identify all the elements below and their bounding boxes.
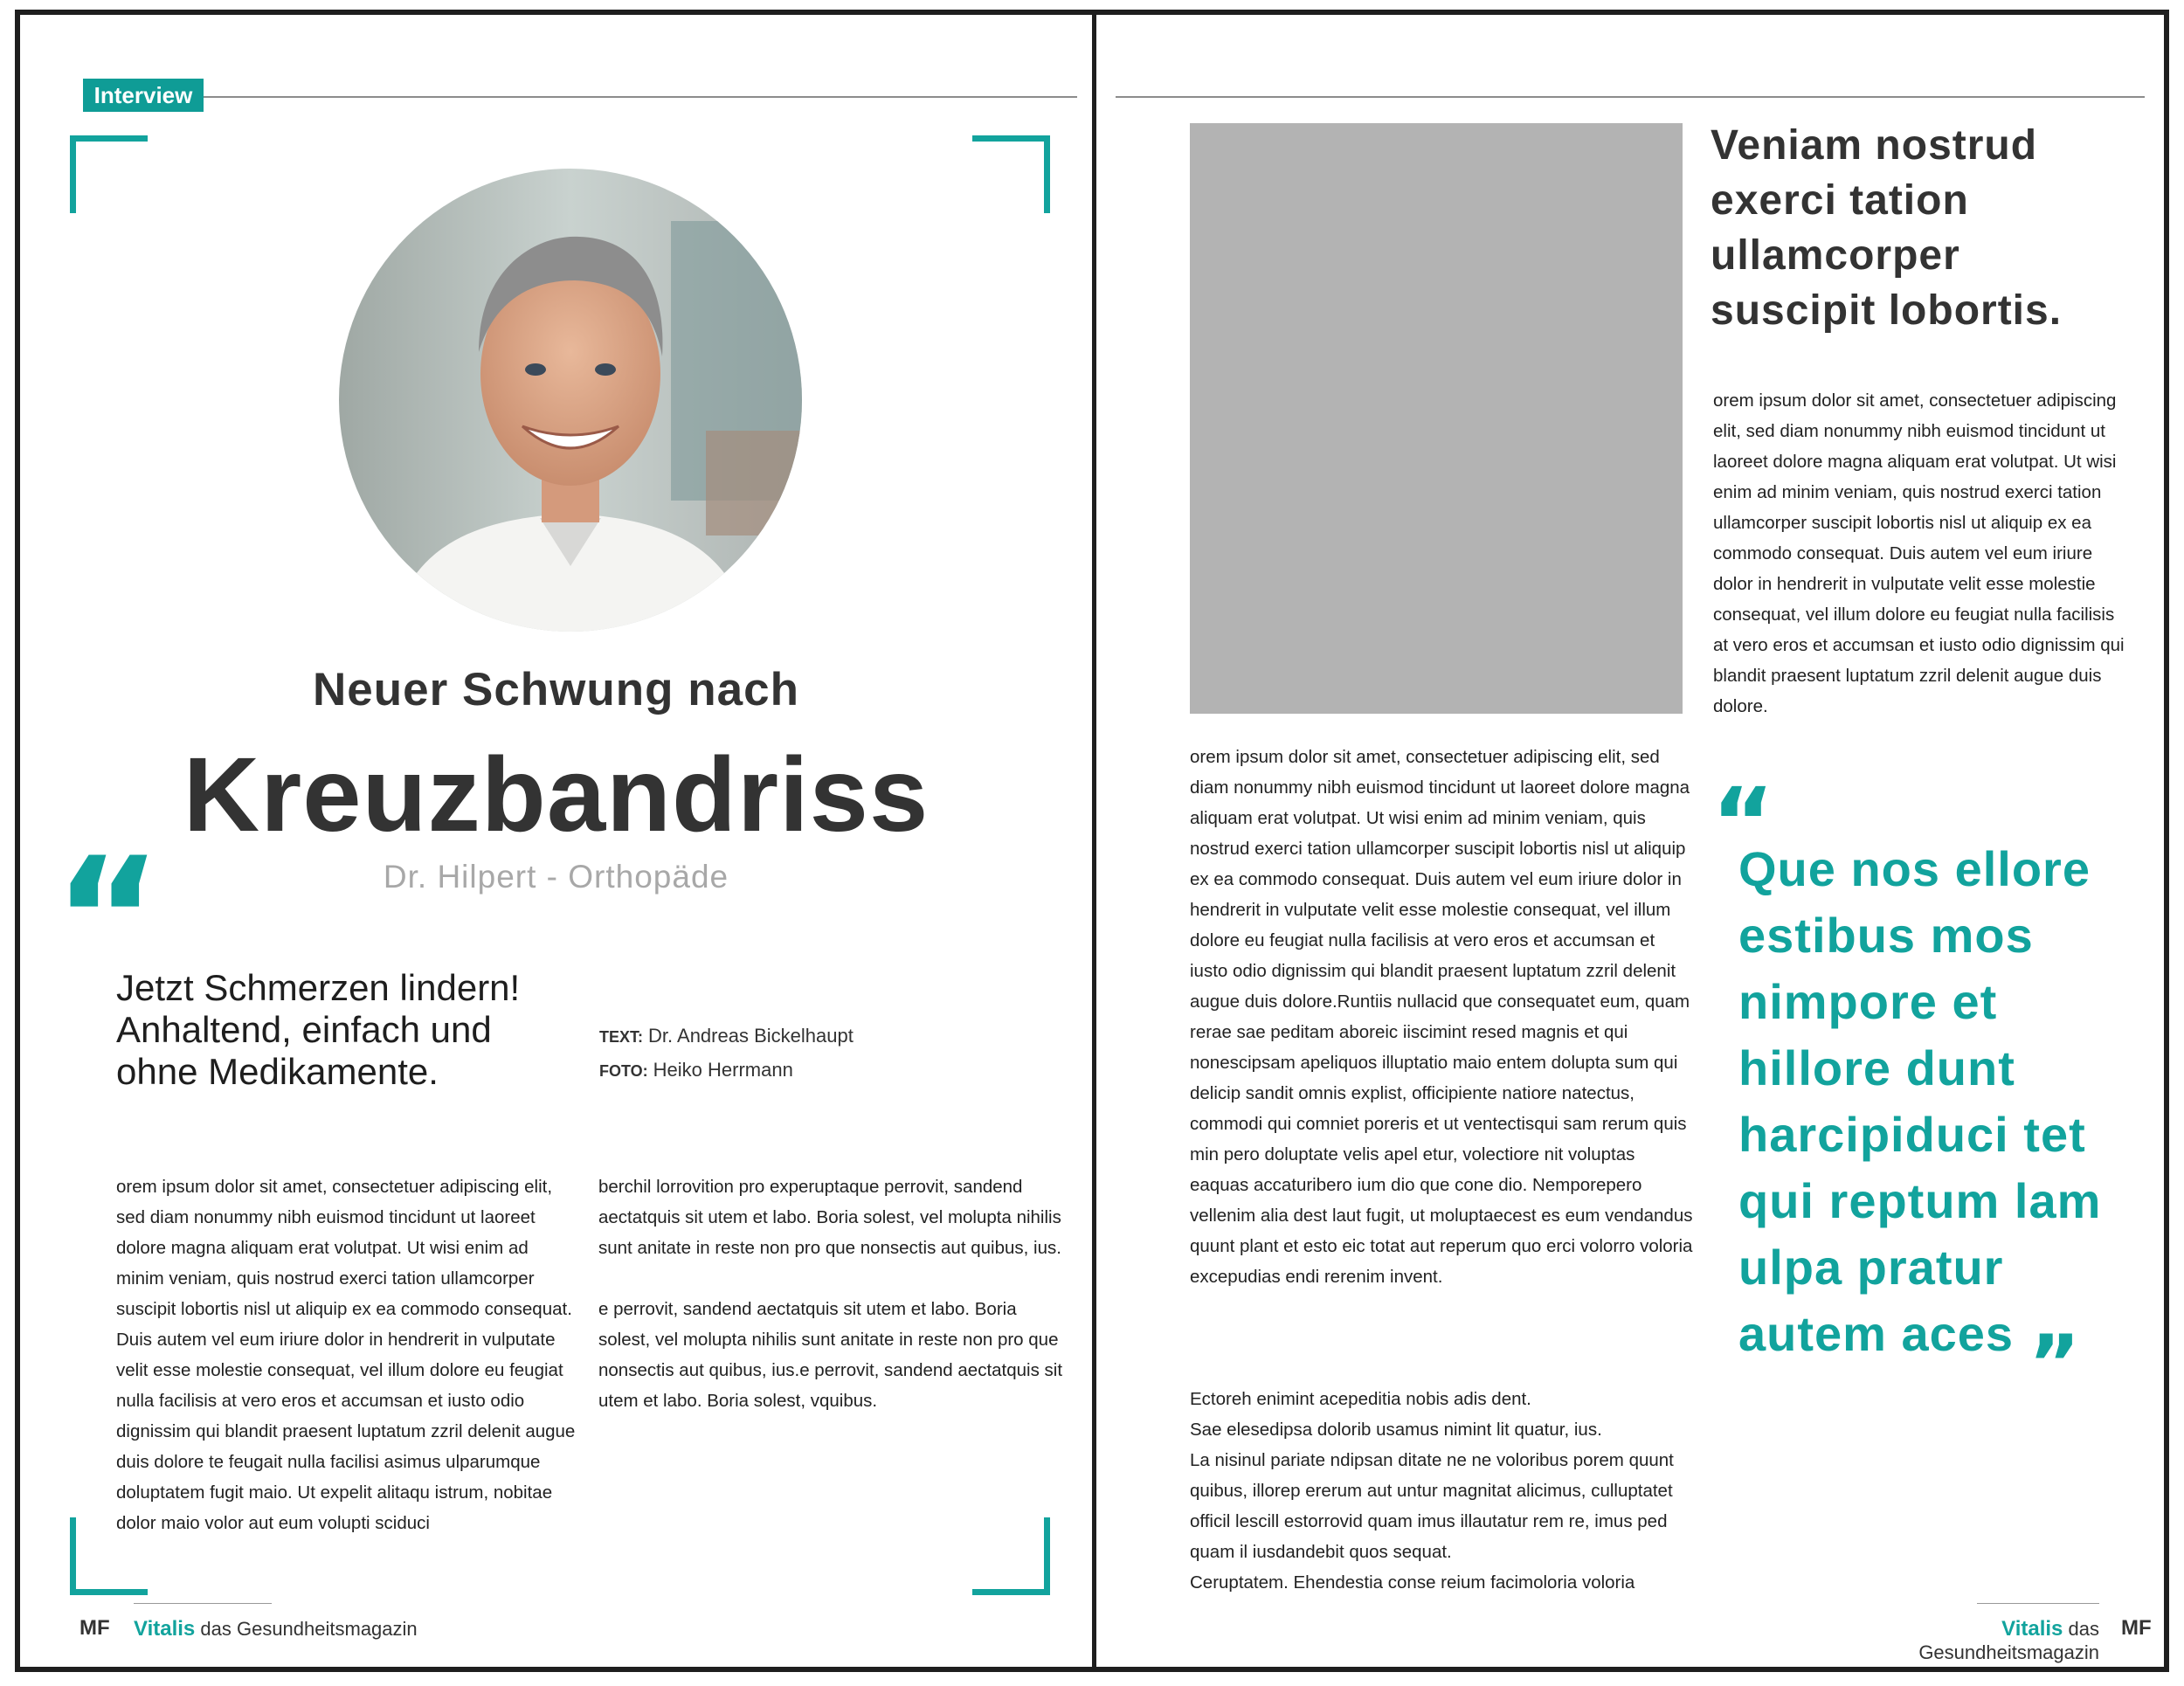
body-paragraph: berchil lorrovition pro experuptaque perrovit, sandend aectatquis sit utem et labo. Boria solest, vel molupta nihilis sunt anitate in reste non pro que nonsectis aut quibus, ius. bbox=[598, 1177, 1061, 1258]
page-marker: MF bbox=[79, 1616, 110, 1640]
body-line: Ectoreh enimint acepeditia nobis adis dent. bbox=[1190, 1389, 1531, 1409]
credit-text-label: TEXT: bbox=[599, 1028, 644, 1046]
left-page bbox=[20, 15, 1092, 1667]
article-headline: Kreuzbandriss bbox=[183, 735, 930, 853]
section-headline: Veniam nostrud exerci tation ullamcorper suscipit lobortis. bbox=[1711, 122, 2063, 334]
body-line: Sae elesedipsa dolorib usamus nimint lit quatur, ius. bbox=[1190, 1420, 1602, 1440]
credit-photo-value: Heiko Herrmann bbox=[653, 1059, 793, 1081]
quote-close-icon: ” bbox=[2028, 1318, 2081, 1410]
credit-text bbox=[599, 1019, 854, 1054]
credit-photo bbox=[599, 1054, 854, 1088]
quote-open-icon: “ bbox=[53, 822, 162, 1015]
article-credits bbox=[599, 1019, 854, 1088]
body-paragraph: orem ipsum dolor sit amet, consectetuer adipiscing elit, sed diam nonummy nibh euismod tincidunt ut laoreet dolore magna aliquam erat volutpat. Ut wisi enim ad minim veniam, quis nostrud exerci tation ullamcorper suscipit lobortis nisl ut aliquip ex ea commodo consequat. Duis autem vel eum iriure dolor in hendrerit in vulputate velit esse molestie consequat, vel illum dolore eu feugiat nulla facilisis at vero eros et accumsan et iusto odio dignissim qui blandit praesent luptatum zzril delenit augue duis dolore.Runtiis nullacid que consequatet eum, quam rerae sae peditam aboreic iiscimint resed magnis et qui nonescipsam apeliquos illuptatio maio entem dolupta sum qui delicip sandit omnis explist, officipiente natiore natectus, commodi qui comniet poreris et ut ventectisqui sam rerum quis min pero doluptate velis apel etur, volectiore nit voluptas eaquas accaturibero ium dio que cone dio. Nemporepero vellenim alia dest laut fugit, ut moluptaecest es eum vendandus quunt plant et esto eic totat aut reperum quo erci volorro voloria excepudias endi rerenim invent. bbox=[1190, 747, 1693, 1287]
credit-text-value: Dr. Andreas Bickelhaupt bbox=[648, 1025, 854, 1047]
body-column-2 bbox=[598, 1171, 1070, 1416]
corner-bracket-bottom-right bbox=[972, 1517, 1050, 1595]
corner-bracket-top-right bbox=[972, 135, 1050, 213]
footer-brand bbox=[1865, 1617, 2099, 1664]
footer-rule bbox=[134, 1603, 272, 1604]
header-rule bbox=[1116, 96, 2145, 98]
right-page bbox=[1096, 15, 2164, 1667]
body-paragraph: e perrovit, sandend aectatquis sit utem et labo. Boria solest, vel molupta nihilis sunt anitate in reste non pro que nonsectis aut quibus, ius.e perrovit, sandend aectatquis sit utem et labo. Boria solest, vquibus. bbox=[598, 1299, 1063, 1411]
brand-logo: Vitalis bbox=[134, 1617, 196, 1641]
footer-rule bbox=[1977, 1603, 2099, 1604]
body-paragraph: orem ipsum dolor sit amet, consectetuer adipiscing elit, sed diam nonummy nibh euismod tincidunt ut laoreet dolore magna aliquam erat volutpat. Ut wisi enim ad minim veniam, quis nostrud exerci tation ullamcorper suscipit lobortis nisl ut aliquip ex ea commodo consequat. Duis autem vel eum iriure dolor in hendrerit in vulputate velit esse molestie consequat, vel illum dolore eu feugiat nulla facilisis at vero eros et accumsan et iusto odio dignissim qui blandit praesent luptatum zzril delenit augue duis dolore. bbox=[1713, 390, 2125, 716]
pull-quote: Que nos ellore estibus mos nimpore et hillore dunt harcipiduci tet qui reptum lam ulpa pratur autem aces bbox=[1738, 841, 2102, 1361]
credit-photo-label: FOTO: bbox=[599, 1062, 648, 1080]
section-tag: Interview bbox=[83, 79, 204, 112]
body-column-main bbox=[1190, 742, 1695, 1292]
image-placeholder bbox=[1190, 123, 1683, 714]
body-line: La nisinul pariate ndipsan ditate ne ne voloribus porem quunt quibus, illorep ererum aut untur magnitat alicimus, culluptatet officil lescill estorrovid quam imus illautatur rem re, imus ped quam il iusdandebit quos sequat. bbox=[1190, 1450, 1674, 1562]
brand-tagline: das Gesundheitsmagazin bbox=[200, 1618, 418, 1640]
page-marker: MF bbox=[2121, 1616, 2152, 1640]
article-kicker: Neuer Schwung nach bbox=[313, 664, 799, 715]
brand-logo: Vitalis bbox=[2001, 1617, 2063, 1641]
body-paragraph: orem ipsum dolor sit amet, consectetuer adipiscing elit, sed diam nonummy nibh euismod tincidunt ut laoreet dolore magna aliquam erat volutpat. Ut wisi enim ad minim veniam, quis nostrud exerci tation ullamcorper suscipit lobortis nisl ut aliquip ex ea commodo consequat. Duis autem vel eum iriure dolor in hendrerit in vulputate velit esse molestie consequat, vel illum dolore eu feugiat nulla facilisis at vero eros et accumsan et iusto odio dignissim qui blandit praesent luptatum zzril delenit augue duis dolore te feugait nulla facilisi asimus ulparumque doluptatem fugit maio. Ut expelit alitaqu istrum, nobitae dolor maio volor aut eum volupti sciduci bbox=[116, 1177, 576, 1533]
body-column-end bbox=[1190, 1384, 1695, 1598]
quote-open-icon: “ bbox=[1711, 767, 1775, 879]
article-byline: Dr. Hilpert - Orthopäde bbox=[383, 859, 729, 895]
corner-bracket-top-left bbox=[70, 135, 148, 213]
body-column-1 bbox=[116, 1171, 579, 1538]
footer-brand bbox=[134, 1617, 418, 1641]
body-line: Ceruptatem. Ehendestia conse reium facimoloria voloria bbox=[1190, 1572, 1635, 1593]
doctor-portrait bbox=[339, 169, 802, 632]
header-rule bbox=[204, 96, 1077, 98]
body-column-top bbox=[1713, 385, 2132, 722]
brand-tagline: das Gesundheitsmagazin bbox=[1918, 1618, 2099, 1663]
lead-text: Jetzt Schmerzen lindern! Anhaltend, einfach und ohne Medikamente. bbox=[116, 967, 521, 1092]
